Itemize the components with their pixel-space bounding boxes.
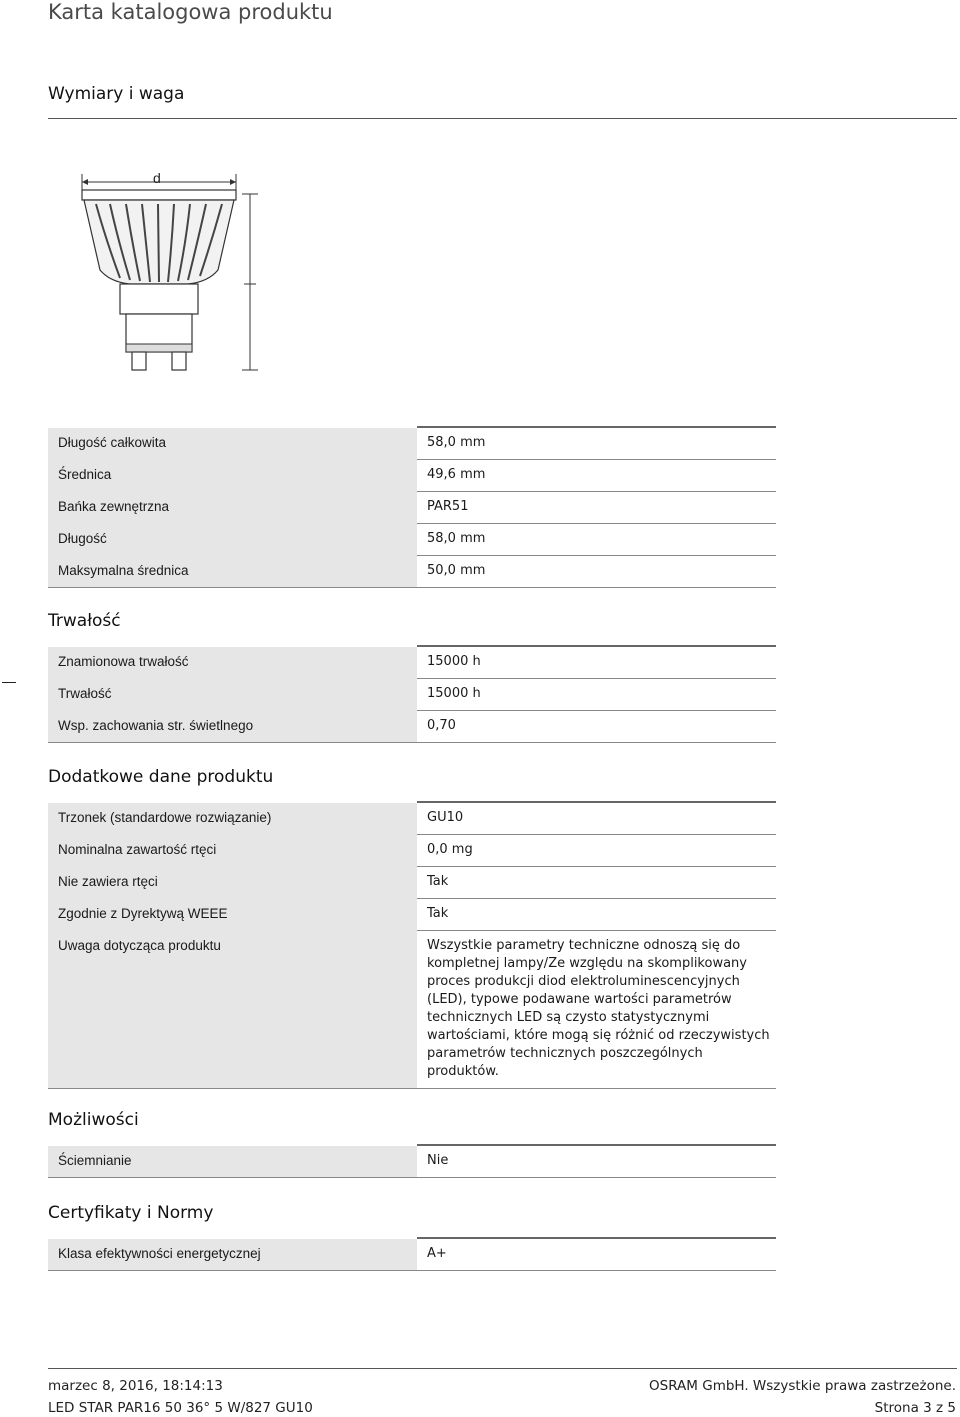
- row-key: Trwałość: [48, 679, 417, 711]
- footer-copyright: OSRAM GmbH. Wszystkie prawa zastrzeżone.: [649, 1378, 956, 1394]
- row-key: Nie zawiera rtęci: [48, 867, 417, 899]
- row-key: Uwaga dotycząca produktu: [48, 931, 417, 1089]
- table-row: [48, 556, 776, 588]
- row-key: Długość: [48, 524, 417, 556]
- row-key: Wsp. zachowania str. świetlnego: [48, 711, 417, 743]
- section-heading-dimensions: Wymiary i waga: [48, 84, 185, 104]
- row-key: Maksymalna średnica: [48, 556, 417, 588]
- table-row: [48, 1145, 776, 1178]
- footer-date: marzec 8, 2016, 18:14:13: [48, 1378, 223, 1394]
- table-row: [48, 867, 776, 899]
- row-key: Ściemnianie: [48, 1145, 417, 1178]
- row-value: 49,6 mm: [417, 460, 776, 492]
- footer-page-number: Strona 3 z 5: [874, 1400, 956, 1416]
- row-value: 15000 h: [417, 679, 776, 711]
- table-row: [48, 460, 776, 492]
- row-value: Nie: [417, 1145, 776, 1178]
- table-row: [48, 524, 776, 556]
- row-key: Długość całkowita: [48, 427, 417, 460]
- footer-divider: [48, 1368, 957, 1369]
- table-row: [48, 679, 776, 711]
- table-row: [48, 1238, 776, 1271]
- row-value: 58,0 mm: [417, 427, 776, 460]
- row-value: 0,70: [417, 711, 776, 743]
- table-row: [48, 835, 776, 867]
- section-heading-certificates: Certyfikaty i Normy: [48, 1203, 214, 1223]
- capabilities-table: [48, 1144, 776, 1178]
- row-key: Nominalna zawartość rtęci: [48, 835, 417, 867]
- certificates-table: [48, 1237, 776, 1271]
- table-row: [48, 711, 776, 743]
- section-heading-additional: Dodatkowe dane produktu: [48, 767, 274, 787]
- row-value: Tak: [417, 899, 776, 931]
- row-value: GU10: [417, 802, 776, 835]
- row-key: Zgodnie z Dyrektywą WEEE: [48, 899, 417, 931]
- row-value: 15000 h: [417, 646, 776, 679]
- additional-data-table: [48, 801, 776, 1089]
- table-row: [48, 427, 776, 460]
- section-heading-capabilities: Możliwości: [48, 1110, 139, 1130]
- row-key: Średnica: [48, 460, 417, 492]
- row-key: Znamionowa trwałość: [48, 646, 417, 679]
- lamp-dimension-drawing: [48, 160, 288, 380]
- row-key: Bańka zewnętrzna: [48, 492, 417, 524]
- footer-product-name: LED STAR PAR16 50 36° 5 W/827 GU10: [48, 1400, 313, 1416]
- row-value: Wszystkie parametry techniczne odnoszą się do kompletnej lampy/Ze względu na skomplikowany proces produkcji diod elektroluminescencyjnych (LED), typowe podawane wartości parametrów technicznych LED są czysto statystycznymi wartościami, które mogą się różnić od rzeczywistych parametrów technicznych poszczególnych produktów.: [417, 931, 776, 1089]
- dimension-label-d: d: [153, 170, 161, 186]
- row-value: 0,0 mg: [417, 835, 776, 867]
- row-key: Klasa efektywności energetycznej: [48, 1238, 417, 1271]
- table-row: [48, 899, 776, 931]
- row-value: 58,0 mm: [417, 524, 776, 556]
- section-heading-lifetime: Trwałość: [48, 611, 121, 631]
- row-value: PAR51: [417, 492, 776, 524]
- document-title: Karta katalogowa produktu: [48, 0, 333, 24]
- row-key: Trzonek (standardowe rozwiązanie): [48, 802, 417, 835]
- table-row: [48, 931, 776, 1089]
- row-value: Tak: [417, 867, 776, 899]
- table-row: [48, 802, 776, 835]
- row-value: A+: [417, 1238, 776, 1271]
- dimensions-table: [48, 426, 776, 588]
- table-row: [48, 492, 776, 524]
- section-divider: [48, 118, 957, 119]
- row-value: 50,0 mm: [417, 556, 776, 588]
- table-row: [48, 646, 776, 679]
- margin-mark: [2, 682, 16, 683]
- lifetime-table: [48, 645, 776, 743]
